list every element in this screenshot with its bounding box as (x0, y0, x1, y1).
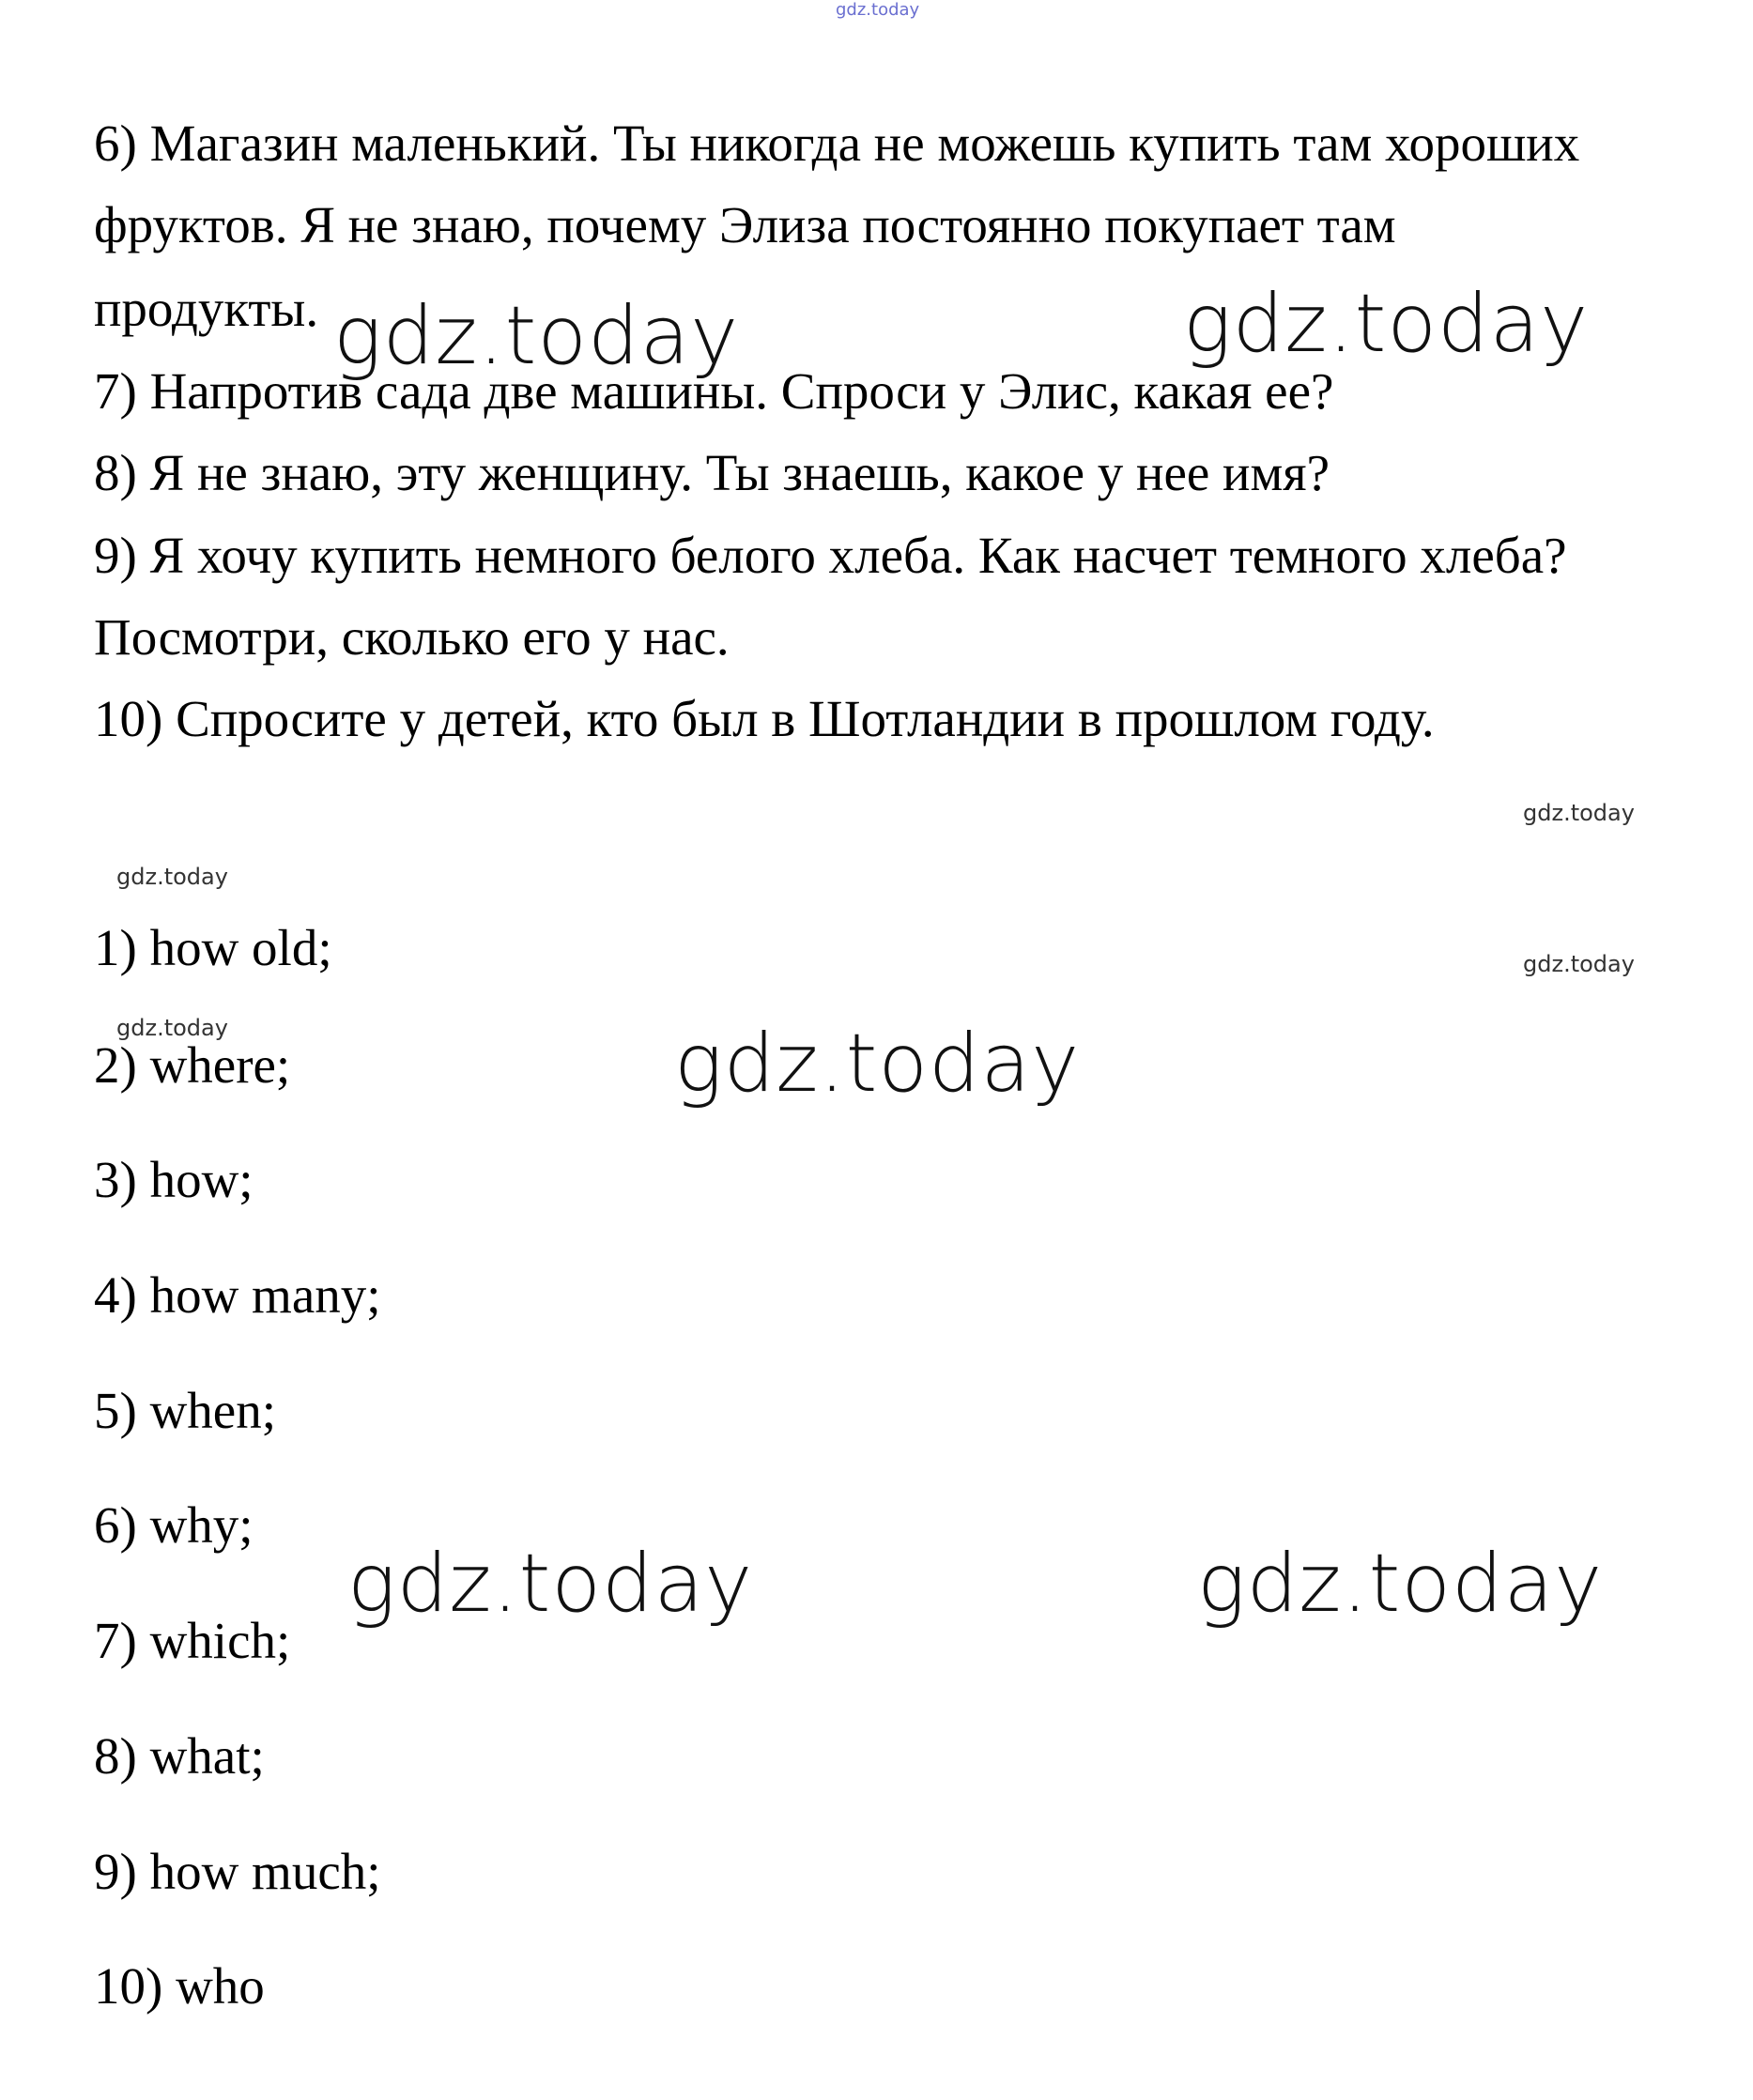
header-watermark: gdz.today (836, 0, 920, 20)
answer-line: 8) what; (94, 1727, 265, 1785)
watermark-large: gdz.today (1197, 1537, 1604, 1631)
text-line: 6) Магазин маленький. Ты никогда не можешь купить там хороших (94, 115, 1580, 172)
answer-line: 6) why; (94, 1496, 254, 1554)
text-line: продукты. (94, 280, 319, 337)
watermark-small: gdz.today (1523, 951, 1635, 977)
watermark-large: gdz.today (333, 289, 740, 383)
answer-line: 5) when; (94, 1382, 276, 1439)
watermark-large: gdz.today (347, 1537, 754, 1631)
answer-line: 3) how; (94, 1151, 254, 1208)
text-line: 7) Напротив сада две машины. Спроси у Элис, какая ее? (94, 362, 1334, 420)
answer-line: 7) which; (94, 1612, 291, 1669)
answer-line: 9) how much; (94, 1843, 381, 1900)
text-line: фруктов. Я не знаю, почему Элиза постоянно покупает там (94, 196, 1396, 253)
watermark-small: gdz.today (1523, 800, 1635, 826)
text-line: 10) Спросите у детей, кто был в Шотландии в прошлом году. (94, 690, 1435, 747)
text-line: 8) Я не знаю, эту женщину. Ты знаешь, какое у нее имя? (94, 444, 1330, 501)
watermark-small: gdz.today (116, 864, 228, 890)
watermark-large: gdz.today (674, 1017, 1081, 1111)
answer-line: 2) where; (94, 1036, 291, 1094)
answer-line: 1) how old; (94, 919, 332, 976)
answer-line: 4) how many; (94, 1266, 381, 1324)
answer-line: 10) who (94, 1957, 265, 2015)
text-line: 9) Я хочу купить немного белого хлеба. Как насчет темного хлеба? (94, 527, 1567, 584)
watermark-large: gdz.today (1183, 277, 1590, 371)
text-line: Посмотри, сколько его у нас. (94, 608, 730, 666)
watermark-small: gdz.today (116, 1015, 228, 1041)
